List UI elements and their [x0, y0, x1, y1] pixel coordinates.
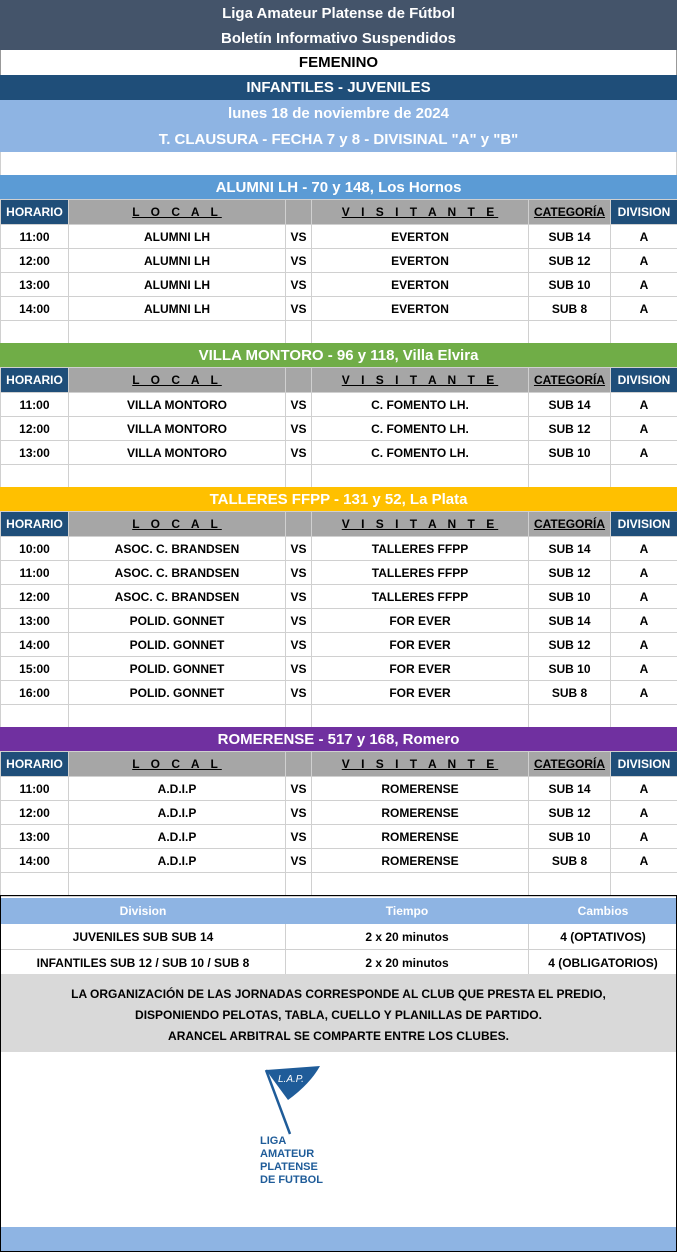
- rules-cambios: 4 (OPTATIVOS): [529, 924, 677, 950]
- note-line: DISPONIENDO PELOTAS, TABLA, CUELLO Y PLANILLAS DE PARTIDO.: [135, 1008, 542, 1022]
- col-header-visitante-label: V I S I T A N T E: [341, 517, 499, 531]
- col-header-visitante-label: V I S I T A N T E: [341, 205, 499, 219]
- match-local: ASOC. C. BRANDSEN: [69, 585, 286, 609]
- match-time: 12:00: [1, 249, 69, 273]
- match-vs: VS: [286, 801, 312, 825]
- col-header-spacer: [286, 512, 312, 537]
- col-header-horario: [1, 752, 69, 777]
- table-row: [1, 633, 677, 657]
- match-category: SUB 12: [529, 633, 611, 657]
- col-header-horario-label: HORARIO: [6, 757, 63, 771]
- col-header-visitante: [312, 512, 529, 537]
- match-local: A.D.I.P: [69, 777, 286, 801]
- match-local: VILLA MONTORO: [69, 441, 286, 465]
- logo-line4: DE FUTBOL: [260, 1174, 323, 1186]
- match-time: 13:00: [1, 441, 69, 465]
- match-division: A: [611, 609, 677, 633]
- match-time: 12:00: [1, 417, 69, 441]
- match-time: 14:00: [1, 297, 69, 321]
- col-header-division: [611, 200, 677, 225]
- table-row: [1, 585, 677, 609]
- blank-cell: [1, 465, 69, 489]
- match-division: A: [611, 561, 677, 585]
- table-row: [1, 825, 677, 849]
- match-local: ASOC. C. BRANDSEN: [69, 537, 286, 561]
- level-title: INFANTILES - JUVENILES: [0, 75, 677, 100]
- table-row: [1, 273, 677, 297]
- blank-cell: [529, 321, 611, 345]
- blank-cell: [286, 321, 312, 345]
- match-visitor: ROMERENSE: [312, 849, 529, 873]
- col-header-horario: [1, 200, 69, 225]
- blank-cell: [312, 873, 529, 897]
- col-header-horario: [1, 368, 69, 393]
- match-division: A: [611, 417, 677, 441]
- logo-line3: PLATENSE: [260, 1161, 318, 1173]
- match-category: SUB 8: [529, 297, 611, 321]
- col-header-visitante: [312, 752, 529, 777]
- match-visitor: EVERTON: [312, 225, 529, 249]
- rules-cambios: 4 (OBLIGATORIOS): [529, 950, 677, 976]
- match-category: SUB 14: [529, 777, 611, 801]
- match-category: SUB 14: [529, 537, 611, 561]
- col-header-division-label: DIVISION: [617, 517, 671, 531]
- col-header-spacer: [286, 752, 312, 777]
- col-header-horario-label: HORARIO: [6, 517, 63, 531]
- match-visitor: ROMERENSE: [312, 825, 529, 849]
- match-vs: VS: [286, 585, 312, 609]
- match-category: SUB 14: [529, 609, 611, 633]
- match-visitor: FOR EVER: [312, 609, 529, 633]
- blank-cell: [69, 705, 286, 729]
- col-header-local-label: L O C A L: [132, 205, 222, 219]
- match-visitor: C. FOMENTO LH.: [312, 441, 529, 465]
- rules-header-division: Division: [1, 899, 286, 924]
- blank-cell: [529, 873, 611, 897]
- blank-cell: [286, 873, 312, 897]
- blank-cell: [1, 705, 69, 729]
- col-header-division-label: DIVISION: [617, 757, 671, 771]
- table-row: [1, 393, 677, 417]
- blank-cell: [312, 705, 529, 729]
- match-category: SUB 12: [529, 417, 611, 441]
- table-row: [1, 561, 677, 585]
- match-vs: VS: [286, 273, 312, 297]
- blank-cell: [611, 465, 677, 489]
- match-local: ALUMNI LH: [69, 297, 286, 321]
- blank-row: [1, 465, 677, 489]
- match-time: 12:00: [1, 801, 69, 825]
- blank-cell: [611, 705, 677, 729]
- match-table: [0, 199, 677, 345]
- table-row: [1, 849, 677, 873]
- match-division: A: [611, 657, 677, 681]
- league-logo: [248, 1064, 368, 1204]
- col-header-division: [611, 752, 677, 777]
- note-line: LA ORGANIZACIÓN DE LAS JORNADAS CORRESPONDE AL CLUB QUE PRESTA EL PREDIO,: [71, 987, 606, 1001]
- match-vs: VS: [286, 297, 312, 321]
- venue-title: ROMERENSE - 517 y 168, Romero: [0, 727, 677, 751]
- col-header-horario-label: HORARIO: [6, 373, 63, 387]
- match-vs: VS: [286, 393, 312, 417]
- blank-row: [1, 321, 677, 345]
- blank-cell: [529, 465, 611, 489]
- table-row: [1, 681, 677, 705]
- match-local: ALUMNI LH: [69, 225, 286, 249]
- match-category: SUB 14: [529, 393, 611, 417]
- match-vs: VS: [286, 825, 312, 849]
- col-header-spacer: [286, 200, 312, 225]
- col-header-division: [611, 512, 677, 537]
- blank-cell: [286, 465, 312, 489]
- match-category: SUB 8: [529, 849, 611, 873]
- match-vs: VS: [286, 609, 312, 633]
- col-header-categoria: [529, 200, 611, 225]
- match-local: VILLA MONTORO: [69, 417, 286, 441]
- match-time: 13:00: [1, 273, 69, 297]
- col-header-local-label: L O C A L: [132, 517, 222, 531]
- blank-cell: [529, 705, 611, 729]
- match-visitor: ROMERENSE: [312, 801, 529, 825]
- match-vs: VS: [286, 417, 312, 441]
- match-category: SUB 10: [529, 441, 611, 465]
- table-row: [1, 417, 677, 441]
- match-category: SUB 8: [529, 681, 611, 705]
- col-header-categoria-label: CATEGORÍA: [533, 757, 606, 771]
- match-table: [0, 751, 677, 897]
- match-time: 10:00: [1, 537, 69, 561]
- match-division: A: [611, 681, 677, 705]
- match-visitor: TALLERES FFPP: [312, 561, 529, 585]
- bottom-bar: [0, 1227, 677, 1252]
- match-local: POLID. GONNET: [69, 657, 286, 681]
- flag-text: L.A.P.: [278, 1074, 304, 1085]
- table-row: [1, 801, 677, 825]
- blank-cell: [611, 873, 677, 897]
- table-row: [1, 777, 677, 801]
- match-time: 13:00: [1, 825, 69, 849]
- blank-cell: [286, 705, 312, 729]
- col-header-categoria-label: CATEGORÍA: [533, 205, 606, 219]
- table-row: [1, 441, 677, 465]
- match-division: A: [611, 801, 677, 825]
- col-header-categoria: [529, 368, 611, 393]
- blank-row: [1, 873, 677, 897]
- match-table: [0, 367, 677, 489]
- col-header-local-label: L O C A L: [132, 373, 222, 387]
- col-header-spacer: [286, 368, 312, 393]
- col-header-local: [69, 752, 286, 777]
- logo-line1: LIGA: [260, 1135, 287, 1147]
- tournament-title: T. CLAUSURA - FECHA 7 y 8 - DIVISINAL "A" y "B": [0, 126, 677, 152]
- match-category: SUB 10: [529, 657, 611, 681]
- match-division: A: [611, 849, 677, 873]
- blank-cell: [69, 465, 286, 489]
- match-visitor: TALLERES FFPP: [312, 537, 529, 561]
- rules-header-cambios: Cambios: [529, 899, 677, 924]
- logo-line2: AMATEUR: [260, 1148, 315, 1160]
- table-row: [1, 609, 677, 633]
- col-header-horario-label: HORARIO: [6, 205, 63, 219]
- bulletin-title: Boletín Informativo Suspendidos: [0, 26, 677, 50]
- match-visitor: EVERTON: [312, 273, 529, 297]
- blank-cell: [312, 465, 529, 489]
- match-vs: VS: [286, 225, 312, 249]
- match-division: A: [611, 225, 677, 249]
- match-local: POLID. GONNET: [69, 681, 286, 705]
- match-vs: VS: [286, 537, 312, 561]
- rules-division: INFANTILES SUB 12 / SUB 10 / SUB 8: [1, 950, 286, 976]
- rules-tiempo: 2 x 20 minutos: [286, 924, 529, 950]
- match-visitor: FOR EVER: [312, 681, 529, 705]
- match-category: SUB 12: [529, 249, 611, 273]
- col-header-visitante: [312, 200, 529, 225]
- col-header-division: [611, 368, 677, 393]
- match-division: A: [611, 825, 677, 849]
- match-local: ALUMNI LH: [69, 249, 286, 273]
- match-local: A.D.I.P: [69, 825, 286, 849]
- rules-tiempo: 2 x 20 minutos: [286, 950, 529, 976]
- table-row: [1, 297, 677, 321]
- note-line: ARANCEL ARBITRAL SE COMPARTE ENTRE LOS CLUBES.: [168, 1029, 509, 1043]
- match-vs: VS: [286, 657, 312, 681]
- blank-cell: [69, 321, 286, 345]
- match-division: A: [611, 537, 677, 561]
- col-header-visitante-label: V I S I T A N T E: [341, 373, 499, 387]
- match-category: SUB 10: [529, 585, 611, 609]
- blank-cell: [611, 321, 677, 345]
- match-time: 13:00: [1, 609, 69, 633]
- match-local: VILLA MONTORO: [69, 393, 286, 417]
- match-division: A: [611, 393, 677, 417]
- match-division: A: [611, 249, 677, 273]
- organization-note: [0, 974, 677, 1052]
- match-time: 16:00: [1, 681, 69, 705]
- match-time: 12:00: [1, 585, 69, 609]
- match-vs: VS: [286, 849, 312, 873]
- venue-title: VILLA MONTORO - 96 y 118, Villa Elvira: [0, 343, 677, 367]
- table-row: [1, 249, 677, 273]
- rules-table: [0, 898, 677, 976]
- match-category: SUB 10: [529, 825, 611, 849]
- match-division: A: [611, 273, 677, 297]
- col-header-local-label: L O C A L: [132, 757, 222, 771]
- col-header-categoria-label: CATEGORÍA: [533, 517, 606, 531]
- match-visitor: TALLERES FFPP: [312, 585, 529, 609]
- match-division: A: [611, 777, 677, 801]
- match-vs: VS: [286, 561, 312, 585]
- table-row: [1, 225, 677, 249]
- match-division: A: [611, 297, 677, 321]
- league-title: Liga Amateur Platense de Fútbol: [0, 0, 677, 26]
- match-visitor: FOR EVER: [312, 657, 529, 681]
- logo-area: [0, 1052, 677, 1227]
- col-header-categoria: [529, 752, 611, 777]
- match-vs: VS: [286, 681, 312, 705]
- date-title: lunes 18 de noviembre de 2024: [0, 100, 677, 126]
- col-header-categoria-label: CATEGORÍA: [533, 373, 606, 387]
- match-time: 11:00: [1, 225, 69, 249]
- match-time: 11:00: [1, 777, 69, 801]
- col-header-visitante-label: V I S I T A N T E: [341, 757, 499, 771]
- match-visitor: C. FOMENTO LH.: [312, 417, 529, 441]
- match-local: POLID. GONNET: [69, 609, 286, 633]
- match-division: A: [611, 633, 677, 657]
- blank-cell: [1, 873, 69, 897]
- venue-title: TALLERES FFPP - 131 y 52, La Plata: [0, 487, 677, 511]
- col-header-horario: [1, 512, 69, 537]
- blank-row: [1, 705, 677, 729]
- col-header-local: [69, 200, 286, 225]
- match-time: 14:00: [1, 849, 69, 873]
- match-time: 14:00: [1, 633, 69, 657]
- match-vs: VS: [286, 777, 312, 801]
- match-local: A.D.I.P: [69, 801, 286, 825]
- match-visitor: C. FOMENTO LH.: [312, 393, 529, 417]
- match-visitor: ROMERENSE: [312, 777, 529, 801]
- match-time: 15:00: [1, 657, 69, 681]
- match-visitor: FOR EVER: [312, 633, 529, 657]
- table-row: [1, 537, 677, 561]
- spacer: [0, 152, 677, 175]
- venue-title: ALUMNI LH - 70 y 148, Los Hornos: [0, 175, 677, 199]
- match-local: POLID. GONNET: [69, 633, 286, 657]
- col-header-local: [69, 512, 286, 537]
- match-division: A: [611, 441, 677, 465]
- match-vs: VS: [286, 249, 312, 273]
- blank-cell: [312, 321, 529, 345]
- match-category: SUB 10: [529, 273, 611, 297]
- match-time: 11:00: [1, 561, 69, 585]
- match-visitor: EVERTON: [312, 297, 529, 321]
- match-category: SUB 12: [529, 801, 611, 825]
- match-division: A: [611, 585, 677, 609]
- rules-header-tiempo: Tiempo: [286, 899, 529, 924]
- match-local: ASOC. C. BRANDSEN: [69, 561, 286, 585]
- match-vs: VS: [286, 633, 312, 657]
- col-header-division-label: DIVISION: [617, 373, 671, 387]
- match-local: A.D.I.P: [69, 849, 286, 873]
- table-row: [1, 657, 677, 681]
- match-local: ALUMNI LH: [69, 273, 286, 297]
- col-header-visitante: [312, 368, 529, 393]
- rules-division: JUVENILES SUB SUB 14: [1, 924, 286, 950]
- match-category: SUB 12: [529, 561, 611, 585]
- match-visitor: EVERTON: [312, 249, 529, 273]
- col-header-categoria: [529, 512, 611, 537]
- category-title: FEMENINO: [0, 50, 677, 75]
- blank-cell: [1, 321, 69, 345]
- blank-cell: [69, 873, 286, 897]
- match-vs: VS: [286, 441, 312, 465]
- col-header-division-label: DIVISION: [617, 205, 671, 219]
- match-category: SUB 14: [529, 225, 611, 249]
- col-header-local: [69, 368, 286, 393]
- match-table: [0, 511, 677, 729]
- match-time: 11:00: [1, 393, 69, 417]
